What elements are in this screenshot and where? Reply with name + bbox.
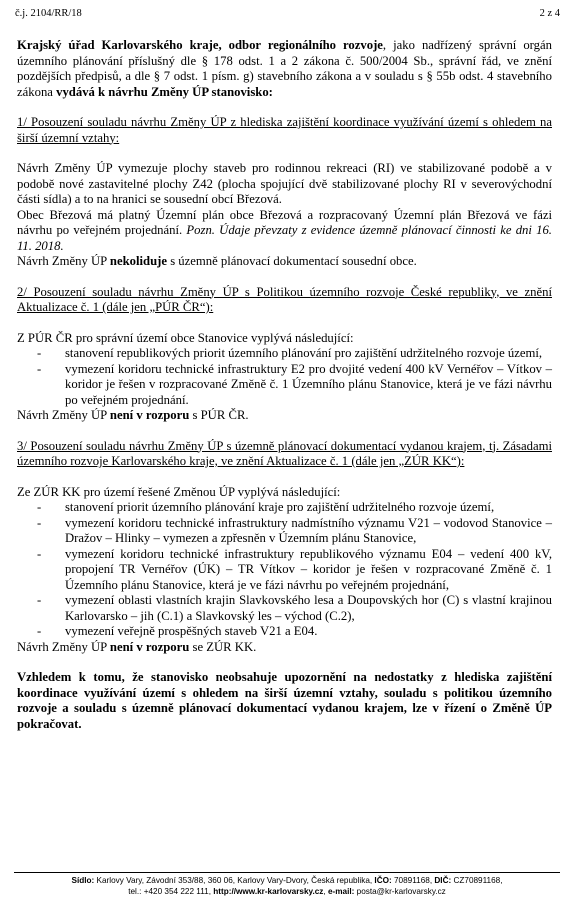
- section-2-list: [17, 346, 552, 408]
- list-item: - vymezení koridoru technické infrastruktury E2 pro dvojité vedení 400 kV Vernéřov – Vítkov – koridor je řešen v rozpracované Změně č. 1 Územního plánu Stanovice, která je ve fázi návrhu po veřejném projednání.: [17, 362, 552, 409]
- section-2-conclusion: Návrh Změny ÚP není v rozporu s PÚR ČR.: [17, 408, 249, 422]
- list-item: - vymezení oblasti vlastních krajin Slavkovského lesa a Doupovských hor (C) s vlastní krajinou Karlovarsko – jih (C.1) a Slavkovský les – východ (C.2),: [17, 593, 552, 624]
- reference-number: č.j. 2104/RR/18: [15, 8, 82, 19]
- list-item: - vymezení koridoru technické infrastruktury republikového významu E04 – vedení 400 kV, propojení TR Vernéřov (ÚK) – TR Vítkov – koridor je řešen v rozpracované Změně č. 1 Územního plánu Stanovice, která je ve fázi návrhu po veřejném projednání,: [17, 547, 552, 594]
- section-2-lead: Z PÚR ČR pro správní území obce Stanovice vyplývá následující:: [17, 330, 354, 345]
- section-2-heading: 2/ Posouzení souladu návrhu Změny ÚP s Politikou územního rozvoje České republiky, ve znění Aktualizace č. 1 (dále jen „PÚR ČR“):: [17, 284, 552, 314]
- final-conclusion: Vzhledem k tomu, že stanovisko neobsahuje upozornění na nedostatky z hlediska zajištění koordinace využívání území s ohledem na širší územní vztahy, souladu s politikou územního rozvoje a souladu s územně plánovací dokumentací vydanou krajem, lze v řízení o Změně ÚP pokračovat.: [17, 670, 552, 731]
- document-body: [17, 38, 552, 732]
- section-1-paragraph-2: Obec Březová má platný Územní plán obce Březová a rozpracovaný Územní plán Březová ve fázi návrhu po veřejném projednání. Pozn. Údaje převzaty z evidence územně plánovací činnosti ke dni 16. 11. 2018.: [17, 207, 552, 253]
- section-1-conclusion: Návrh Změny ÚP nekoliduje s územně plánovací dokumentací sousední obce.: [17, 254, 417, 268]
- section-3-heading: 3/ Posouzení souladu návrhu Změny ÚP s územně plánovací dokumentací vydanou krajem, tj. Zásadami územního rozvoje Karlovarského kraje, ve znění Aktualizace č. 1 (dále jen „ZÚR KK“):: [17, 438, 552, 468]
- page-number: 2 z 4: [539, 8, 560, 19]
- page-footer: [14, 876, 560, 897]
- footer-divider: [14, 872, 560, 873]
- statement-intro: vydává k návrhu Změny ÚP stanovisko:: [56, 84, 273, 99]
- list-item: - stanovení republikových priorit územního plánování pro zajištění udržitelného rozvoje území,: [17, 346, 552, 362]
- note: Pozn. Údaje převzaty z evidence územně plánovací činnosti ke dni 16. 11. 2018.: [17, 223, 552, 253]
- page-header: [15, 8, 560, 19]
- footer-line-1: Sídlo: Karlovy Vary, Závodní 353/88, 360 06, Karlovy Vary-Dvory, Česká republika, IČO: 70891168, DIČ: CZ70891168,: [71, 876, 503, 885]
- intro-paragraph: Krajský úřad Karlovarského kraje, odbor regionálního rozvoje, jako nadřízený správní orgán územního plánování příslušný dle § 178 odst. 1 a 2 zákona č. 500/2004 Sb., správní řád, ve znění pozdějších předpisů, a dle § 7 odst. 1 písm. g) stavebního zákona a v souladu s § 55b odst. 4 stavebního zákona vydává k návrhu Změny ÚP stanovisko:: [17, 38, 552, 99]
- email-link[interactable]: posta@kr-karlovarsky.cz: [354, 886, 446, 896]
- footer-line-2: tel.: +420 354 222 111, http://www.kr-karlovarsky.cz, e-mail: posta@kr-karlovarsky.cz: [128, 886, 446, 896]
- list-item: - vymezení veřejně prospěšných staveb V21 a E04.: [17, 624, 552, 640]
- list-item: - vymezení koridoru technické infrastruktury nadmístního významu V21 – vodovod Stanovice – Dražov – Hlinky – vymezen a zpřesněn v Územním plánu Stanovice,: [17, 516, 552, 547]
- authority-name: Krajský úřad Karlovarského kraje, odbor regionálního rozvoje: [17, 38, 383, 52]
- section-1-heading: 1/ Posouzení souladu návrhu Změny ÚP z hlediska zajištění koordinace využívání území s ohledem na širší územní vztahy:: [17, 115, 552, 145]
- website-link[interactable]: http://www.kr-karlovarsky.cz: [213, 886, 324, 896]
- section-3-conclusion: Návrh Změny ÚP není v rozporu se ZÚR KK.: [17, 639, 257, 654]
- section-3-lead: Ze ZÚR KK pro území řešené Změnou ÚP vyplývá následující:: [17, 484, 341, 499]
- list-item: - stanovení priorit územního plánování kraje pro zajištění udržitelného rozvoje území,: [17, 500, 552, 516]
- section-1-paragraph: Návrh Změny ÚP vymezuje plochy staveb pro rodinnou rekreaci (RI) ve stabilizované podobě a v podobě nové zastavitelné plochy Z42 (plocha spojující dvě stabilizované plochy RI v severovýchodní části sídla) a to na hranici se sousední obcí Březová.: [17, 161, 552, 206]
- section-3-list: [17, 500, 552, 640]
